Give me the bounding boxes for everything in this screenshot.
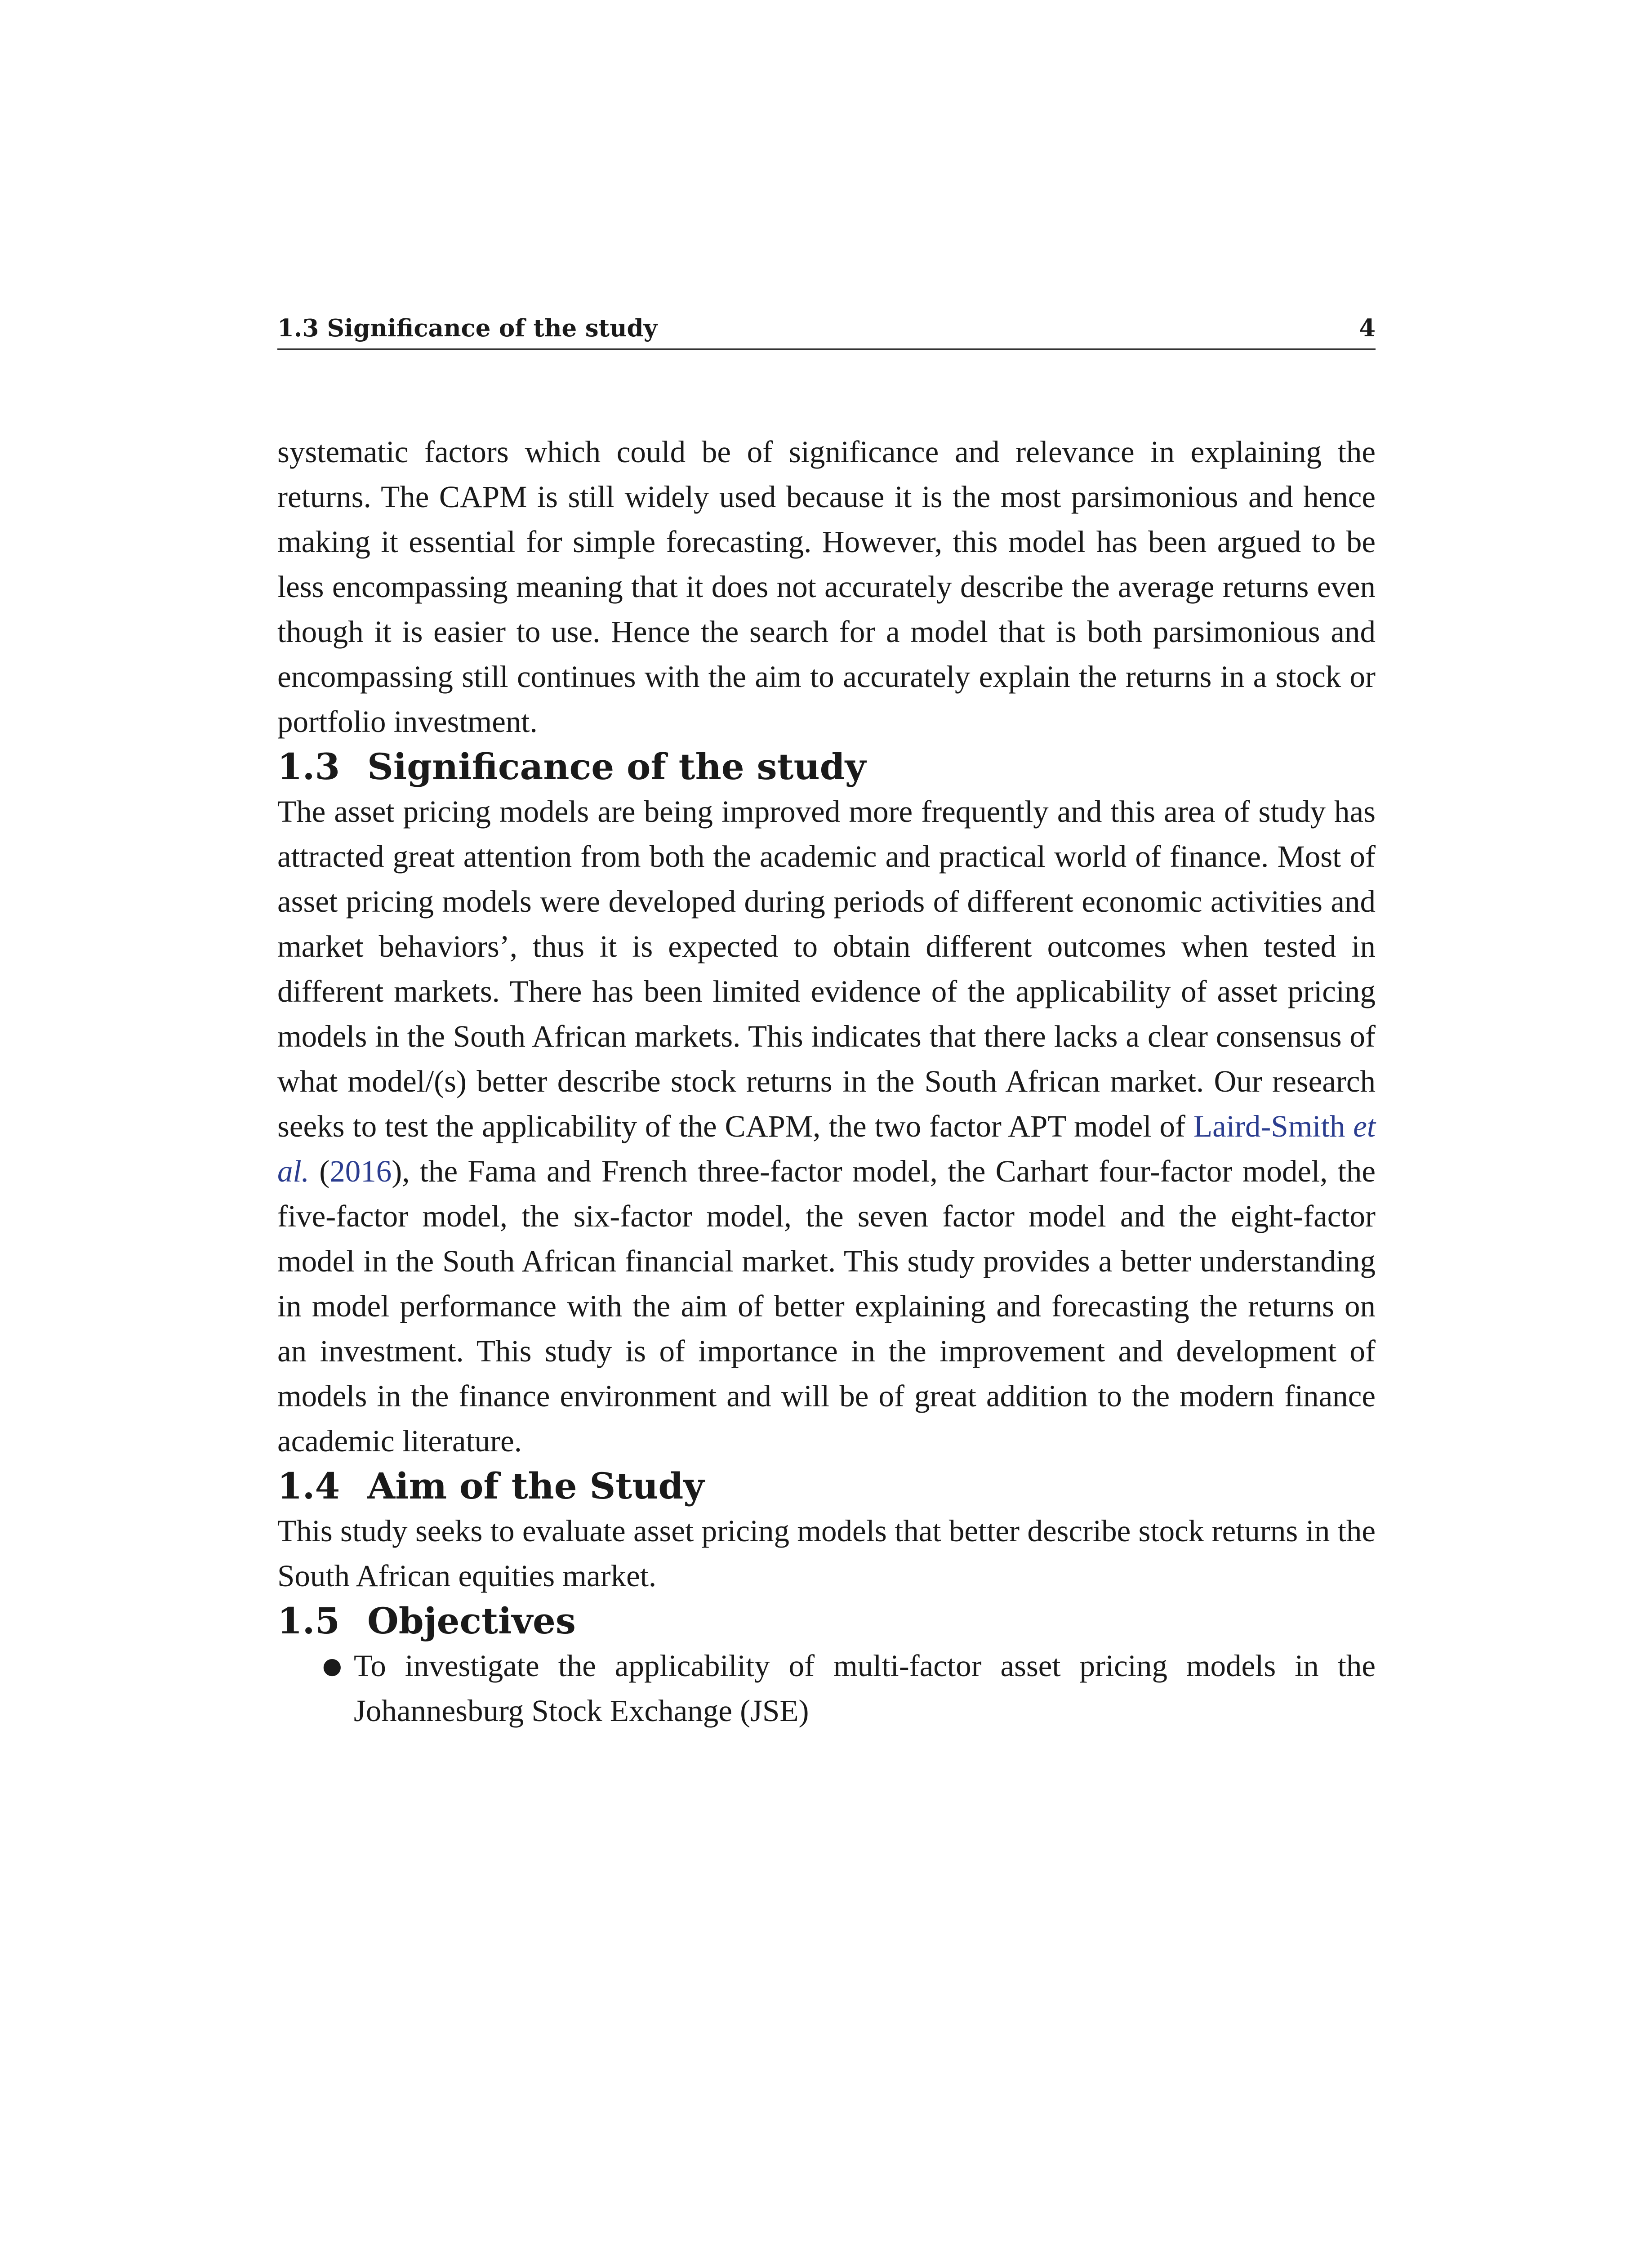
page-number: 4 — [1359, 314, 1376, 342]
objectives-list — [277, 1643, 1376, 1733]
significance-text-end: , the Fama and French three-factor model, the Carhart four-factor model, the five-factor model, the six-factor model, the seven factor model and the eight-factor model in the South African financial market. This study provides a better understanding in model performance with the aim of better explaining and forecasting the returns on an investment. This study is of importance in the improvement and development of models in the finance environment and will be of great addition to the modern finance academic literature. — [277, 1154, 1376, 1458]
section-title: Objectives — [367, 1600, 576, 1642]
section-number: 1.4 — [277, 1465, 340, 1507]
section-heading-objectives — [277, 1598, 1376, 1643]
section-heading-significance — [277, 744, 1376, 789]
intro-paragraph: systematic factors which could be of significance and relevance in explaining the returns. The CAPM is still widely used because it is the most parsimonious and hence making it essential for simple forecasting. However, this model has been argued to be less encompassing meaning that it does not accurately describe the average returns even though it is easier to use. Hence the search for a model that is both parsimonious and encompassing still continues with the aim to accurately explain the returns in a stock or portfolio investment. — [277, 435, 1376, 739]
section-title: Significance of the study — [367, 745, 866, 788]
section-heading-aim — [277, 1463, 1376, 1508]
bullet-icon: ● — [322, 1653, 342, 1679]
section-number: 1.3 — [277, 745, 340, 788]
significance-text-start: The asset pricing models are being improved more frequently and this area of study has attracted great attention from both the academic and practical world of finance. Most of asset pricing models were developed during periods of different economic activities and market behaviors’, thus it is expected to obtain different outcomes when tested in different markets. There has been limited evidence of the applicability of asset pricing models in the South African markets. This indicates that there lacks a clear consensus of what model/(s) better describe stock returns in the South African market. Our research seeks to test the applicability of the CAPM, the two factor APT model of — [277, 794, 1376, 1143]
citation-open-paren: ( — [319, 1154, 330, 1188]
objective-text: To investigate the applicability of multi-factor asset pricing models in the Johannesburg Stock Exchange (JSE) — [354, 1649, 1376, 1728]
significance-paragraph — [277, 789, 1376, 1463]
section-title: Aim of the Study — [367, 1465, 704, 1507]
running-title: 1.3 Significance of the study — [277, 314, 658, 342]
section-number: 1.5 — [277, 1600, 340, 1642]
citation-etal: et al. — [277, 1109, 1376, 1188]
citation-close-paren: ) — [392, 1154, 402, 1188]
page-header — [277, 312, 1376, 350]
page-content — [277, 429, 1376, 1733]
aim-paragraph: This study seeks to evaluate asset pricing models that better describe stock returns in the South African equities market. — [277, 1514, 1376, 1593]
citation-year-link[interactable]: 2016 — [330, 1154, 392, 1188]
objective-item — [277, 1643, 1376, 1733]
citation-author: Laird-Smith — [1193, 1109, 1345, 1143]
